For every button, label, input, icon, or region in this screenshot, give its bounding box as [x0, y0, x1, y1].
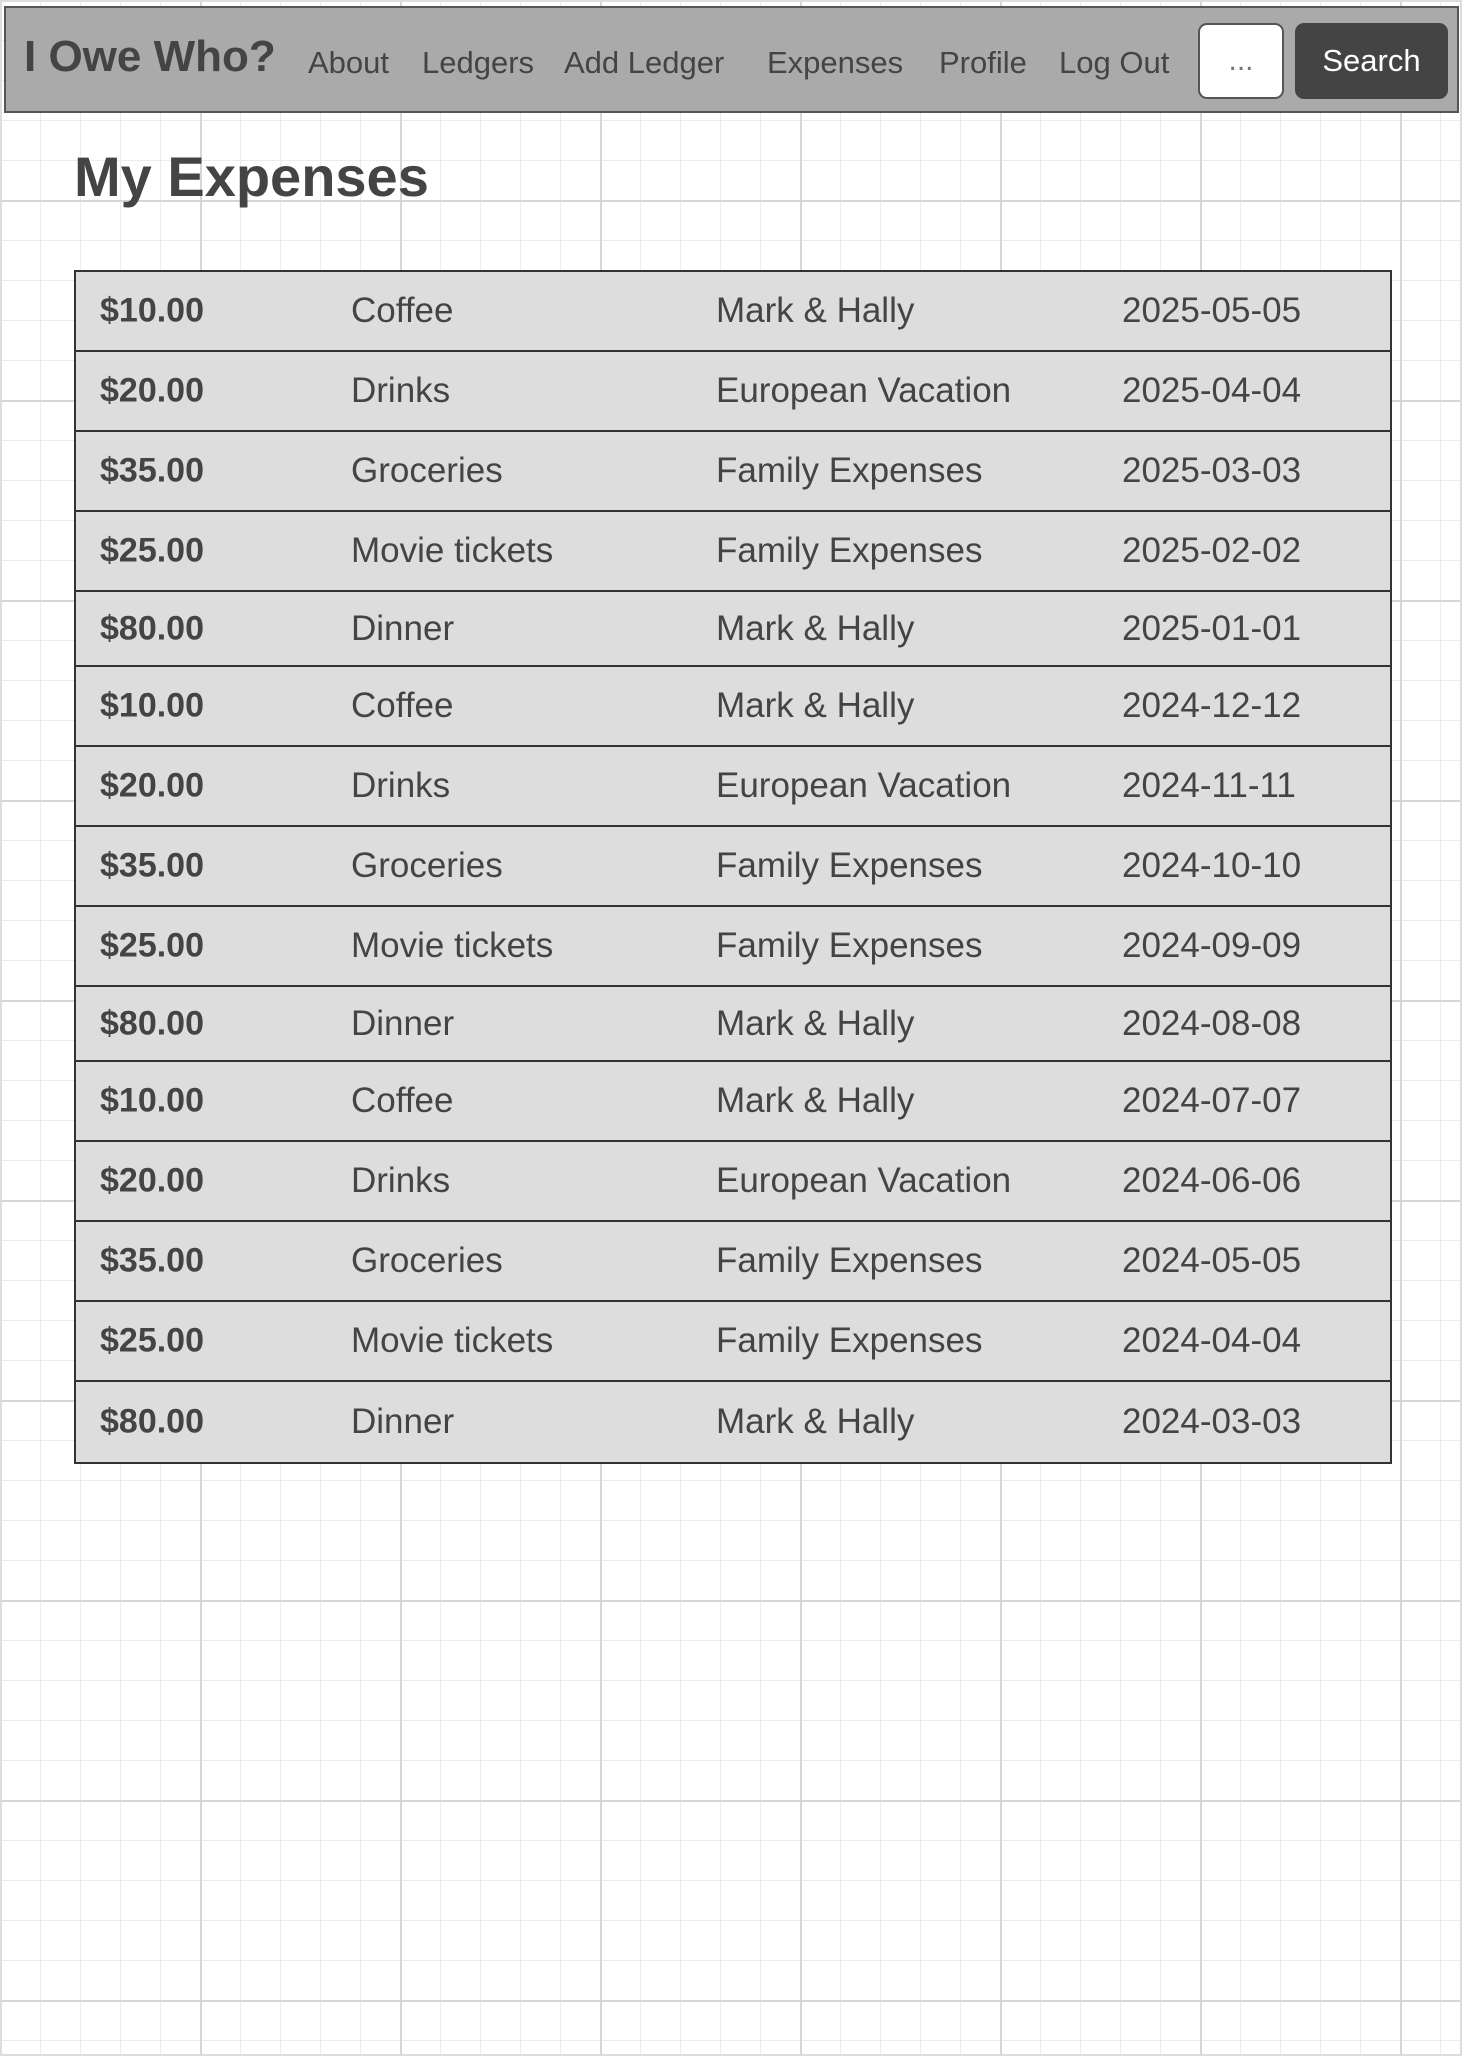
- expense-description: Movie tickets: [351, 926, 554, 965]
- expense-date: 2025-05-05: [1122, 291, 1302, 330]
- expense-description: Drinks: [351, 766, 451, 805]
- expense-row[interactable]: [76, 907, 1390, 987]
- expense-ledger: European Vacation: [716, 766, 1012, 805]
- expense-description: Movie tickets: [351, 1321, 554, 1360]
- expense-row[interactable]: [76, 667, 1390, 747]
- expense-amount: $80.00: [100, 1004, 204, 1042]
- expense-date: 2024-06-06: [1122, 1161, 1302, 1200]
- expense-row[interactable]: [76, 1062, 1390, 1142]
- expense-ledger: Family Expenses: [716, 531, 983, 570]
- expense-date: 2024-10-10: [1122, 846, 1302, 885]
- nav-link-profile[interactable]: Profile: [939, 45, 1027, 80]
- expense-description: Coffee: [351, 686, 454, 725]
- expense-row[interactable]: [76, 592, 1390, 667]
- nav-link-about[interactable]: About: [308, 45, 390, 80]
- expense-date: 2024-08-08: [1122, 1003, 1302, 1043]
- search-button[interactable]: Search: [1295, 23, 1448, 99]
- expense-amount: $20.00: [100, 1161, 204, 1200]
- expense-amount: $20.00: [100, 371, 204, 410]
- expense-date: 2024-12-12: [1122, 686, 1302, 725]
- expense-row[interactable]: [76, 1222, 1390, 1302]
- expense-description: Groceries: [351, 846, 503, 885]
- expenses-table: [74, 270, 1392, 1464]
- expense-date: 2025-02-02: [1122, 531, 1302, 570]
- expense-date: 2025-03-03: [1122, 451, 1302, 490]
- expense-amount: $35.00: [100, 1241, 204, 1280]
- expense-description: Drinks: [351, 1161, 451, 1200]
- expense-date: 2024-03-03: [1122, 1402, 1302, 1441]
- expense-row[interactable]: [76, 827, 1390, 907]
- expense-ledger: Mark & Hally: [716, 686, 915, 725]
- expense-description: Dinner: [351, 1003, 455, 1043]
- expense-date: 2024-04-04: [1122, 1321, 1302, 1360]
- expense-amount: $10.00: [100, 1081, 204, 1120]
- top-navbar: [4, 6, 1459, 113]
- expense-description: Coffee: [351, 1081, 454, 1120]
- expense-ledger: Family Expenses: [716, 1241, 983, 1280]
- expense-description: Groceries: [351, 451, 503, 490]
- nav-link-ledgers[interactable]: Ledgers: [422, 45, 535, 80]
- expense-description: Movie tickets: [351, 531, 554, 570]
- expense-row[interactable]: [76, 432, 1390, 512]
- expense-row[interactable]: [76, 512, 1390, 592]
- expense-amount: $10.00: [100, 291, 204, 330]
- expense-amount: $20.00: [100, 766, 204, 805]
- expense-amount: $25.00: [100, 1321, 204, 1360]
- expense-description: Coffee: [351, 291, 454, 330]
- nav-link-add-ledger[interactable]: Add Ledger: [564, 45, 725, 80]
- expense-date: 2025-01-01: [1122, 608, 1302, 648]
- expense-amount: $80.00: [100, 1402, 204, 1441]
- expense-date: 2024-09-09: [1122, 926, 1302, 965]
- expense-ledger: Mark & Hally: [716, 1402, 915, 1441]
- expense-date: 2024-07-07: [1122, 1081, 1302, 1120]
- expense-amount: $25.00: [100, 926, 204, 965]
- expense-row[interactable]: [76, 1142, 1390, 1222]
- expense-row[interactable]: [76, 747, 1390, 827]
- expense-ledger: European Vacation: [716, 1161, 1012, 1200]
- brand-logo-link[interactable]: I Owe Who?: [24, 32, 276, 81]
- expense-description: Groceries: [351, 1241, 503, 1280]
- expense-description: Dinner: [351, 608, 455, 648]
- expense-ledger: Family Expenses: [716, 846, 983, 885]
- expense-ledger: Mark & Hally: [716, 1003, 915, 1043]
- expense-row[interactable]: [76, 352, 1390, 432]
- expense-ledger: Mark & Hally: [716, 1081, 915, 1120]
- expense-date: 2024-05-05: [1122, 1241, 1302, 1280]
- expense-ledger: Mark & Hally: [716, 608, 915, 648]
- nav-link-expenses[interactable]: Expenses: [767, 45, 904, 80]
- expense-ledger: Family Expenses: [716, 1321, 983, 1360]
- nav-link-log-out[interactable]: Log Out: [1059, 45, 1170, 80]
- expense-date: 2024-11-11: [1122, 766, 1296, 805]
- expense-date: 2025-04-04: [1122, 371, 1302, 410]
- expense-ledger: Family Expenses: [716, 926, 983, 965]
- expense-row[interactable]: [76, 1382, 1390, 1462]
- expense-row[interactable]: [76, 987, 1390, 1062]
- expense-ledger: Family Expenses: [716, 451, 983, 490]
- expense-description: Drinks: [351, 371, 451, 410]
- expense-ledger: Mark & Hally: [716, 291, 915, 330]
- expense-row[interactable]: [76, 272, 1390, 352]
- expense-amount: $35.00: [100, 451, 204, 490]
- search-input[interactable]: [1198, 23, 1284, 99]
- expense-amount: $80.00: [100, 609, 204, 647]
- expense-amount: $35.00: [100, 846, 204, 885]
- expense-amount: $25.00: [100, 531, 204, 570]
- expense-description: Dinner: [351, 1402, 455, 1441]
- page-title: My Expenses: [74, 145, 429, 208]
- expense-amount: $10.00: [100, 686, 204, 725]
- expense-row[interactable]: [76, 1302, 1390, 1382]
- expense-ledger: European Vacation: [716, 371, 1012, 410]
